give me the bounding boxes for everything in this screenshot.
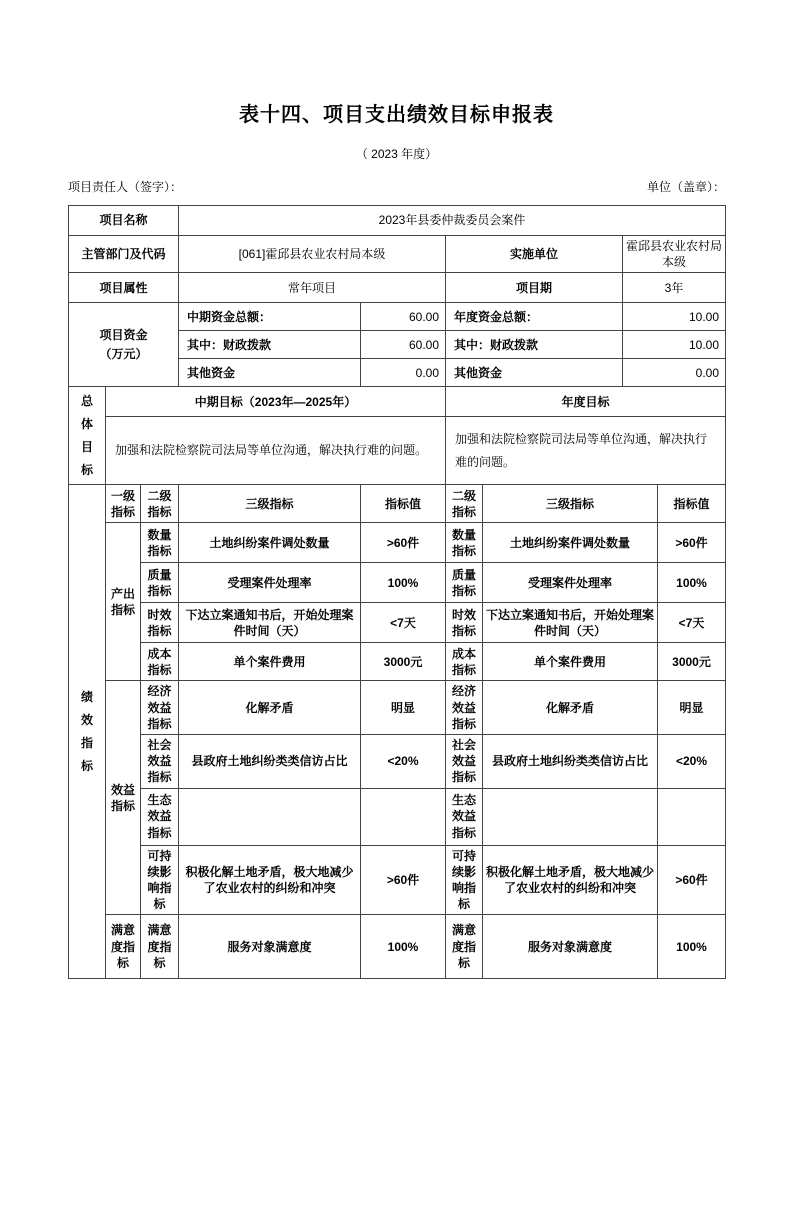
year-goal-header: 年度目标: [446, 387, 726, 417]
indicator-row: [69, 915, 726, 979]
seal-label: 单位（盖章）：: [646, 180, 725, 194]
l2-year-cell: 数量指标: [446, 523, 483, 563]
l3-year-cell: 积极化解土地矛盾，极大地减少了农业农村的纠纷和冲突: [483, 845, 658, 915]
document-page: [0, 98, 793, 979]
project-name-value: 2023年县委仲裁委员会案件: [179, 206, 726, 236]
l3-mid-cell: 下达立案通知书后，开始处理案件时间（天）: [179, 603, 361, 643]
l2-mid-cell: 满意度指标: [141, 915, 179, 979]
funds-total-row: [69, 303, 726, 331]
period-label: 项目期: [446, 273, 623, 303]
period-value: 3年: [623, 273, 726, 303]
indicator-row: [69, 734, 726, 788]
l2-year-cell: 满意度指标: [446, 915, 483, 979]
l2-year-cell: 时效指标: [446, 603, 483, 643]
header-level3-mid: 三级指标: [179, 485, 361, 523]
l3-year-cell: 单个案件费用: [483, 643, 658, 681]
l3-year-cell: 土地纠纷案件调处数量: [483, 523, 658, 563]
header-value-year: 指标值: [658, 485, 726, 523]
mid-goal-header: 中期目标（2023年—2025年）: [106, 387, 446, 417]
funds-label-line2: （万元）: [99, 346, 148, 361]
year-fiscal-label: 其中：财政拨款: [446, 331, 623, 359]
indicator-row: [69, 563, 726, 603]
department-label: 主管部门及代码: [69, 236, 179, 273]
l2-mid-cell: 成本指标: [141, 643, 179, 681]
year-other-label: 其他资金: [446, 359, 623, 387]
signer-label: 项目责任人（签字）：: [68, 180, 183, 194]
val-year-cell: <7天: [658, 603, 726, 643]
performance-target-table: [68, 205, 726, 979]
year-subtitle: （ 2023 年度）: [355, 147, 438, 161]
l3-mid-cell: 县政府土地纠纷类类信访占比: [179, 734, 361, 788]
mid-other-value: 0.00: [361, 359, 446, 387]
indicator-row: [69, 603, 726, 643]
val-year-cell: <20%: [658, 734, 726, 788]
val-year-cell: >60件: [658, 845, 726, 915]
indicator-header-row: [69, 485, 726, 523]
l2-year-cell: 社会效益指标: [446, 734, 483, 788]
l2-mid-cell: 质量指标: [141, 563, 179, 603]
header-level2-year: 二级指标: [446, 485, 483, 523]
val-year-cell: [658, 788, 726, 845]
val-mid-cell: 3000元: [361, 643, 446, 681]
l3-year-cell: 服务对象满意度: [483, 915, 658, 979]
goal-text-row: [69, 417, 726, 485]
l2-mid-cell: 数量指标: [141, 523, 179, 563]
funds-label: [69, 303, 179, 387]
year-goal-text: 加强和法院检察院司法局等单位沟通，解决执行难的问题。: [446, 417, 726, 485]
l2-year-cell: 生态效益指标: [446, 788, 483, 845]
attribute-row: [69, 273, 726, 303]
l3-year-cell: [483, 788, 658, 845]
project-name-label: 项目名称: [69, 206, 179, 236]
indicator-row: [69, 788, 726, 845]
performance-section-label: [69, 485, 106, 979]
val-mid-cell: 明显: [361, 681, 446, 735]
attribute-value: 常年项目: [179, 273, 446, 303]
val-mid-cell: >60件: [361, 523, 446, 563]
l3-mid-cell: 受理案件处理率: [179, 563, 361, 603]
mid-other-label: 其他资金: [179, 359, 361, 387]
l3-mid-cell: [179, 788, 361, 845]
header-level3-year: 三级指标: [483, 485, 658, 523]
l3-year-cell: 县政府土地纠纷类类信访占比: [483, 734, 658, 788]
implement-unit-value: 霍邱县农业农村局本级: [623, 236, 726, 273]
l3-mid-cell: 化解矛盾: [179, 681, 361, 735]
mid-fiscal-value: 60.00: [361, 331, 446, 359]
indicator-row: [69, 643, 726, 681]
val-mid-cell: >60件: [361, 845, 446, 915]
goal-header-row: [69, 387, 726, 417]
attribute-label: 项目属性: [69, 273, 179, 303]
indicator-row: [69, 523, 726, 563]
l2-mid-cell: 时效指标: [141, 603, 179, 643]
l2-year-cell: 可持续影响指标: [446, 845, 483, 915]
header-level1: 一级指标: [106, 485, 141, 523]
header-value-mid: 指标值: [361, 485, 446, 523]
mid-total-value: 60.00: [361, 303, 446, 331]
l2-mid-cell: 生态效益指标: [141, 788, 179, 845]
l2-year-cell: 经济效益指标: [446, 681, 483, 735]
mid-fiscal-label: 其中：财政拨款: [179, 331, 361, 359]
funds-label-line1: 项目资金: [99, 327, 148, 342]
l2-mid-cell: 社会效益指标: [141, 734, 179, 788]
level1-group-output: 产出指标: [106, 523, 141, 681]
overall-goal-vertical-text: 总体目标: [80, 394, 93, 477]
implement-unit-label: 实施单位: [446, 236, 623, 273]
val-mid-cell: [361, 788, 446, 845]
indicator-row: [69, 681, 726, 735]
l3-year-cell: 受理案件处理率: [483, 563, 658, 603]
project-name-row: [69, 206, 726, 236]
l3-mid-cell: 单个案件费用: [179, 643, 361, 681]
l3-mid-cell: 土地纠纷案件调处数量: [179, 523, 361, 563]
l2-year-cell: 质量指标: [446, 563, 483, 603]
year-total-label: 年度资金总额：: [446, 303, 623, 331]
l2-mid-cell: 可持续影响指标: [141, 845, 179, 915]
val-mid-cell: 100%: [361, 915, 446, 979]
val-year-cell: >60件: [658, 523, 726, 563]
l3-year-cell: 下达立案通知书后，开始处理案件时间（天）: [483, 603, 658, 643]
l3-mid-cell: 服务对象满意度: [179, 915, 361, 979]
l2-year-cell: 成本指标: [446, 643, 483, 681]
l3-mid-cell: 积极化解土地矛盾，极大地减少了农业农村的纠纷和冲突: [179, 845, 361, 915]
val-year-cell: 100%: [658, 563, 726, 603]
year-total-value: 10.00: [623, 303, 726, 331]
val-mid-cell: <20%: [361, 734, 446, 788]
department-row: [69, 236, 726, 273]
header-level2-mid: 二级指标: [141, 485, 179, 523]
l2-mid-cell: 经济效益指标: [141, 681, 179, 735]
performance-section-vertical-text: 绩效指标: [80, 690, 93, 773]
overall-goal-label: [69, 387, 106, 485]
mid-total-label: 中期资金总额：: [179, 303, 361, 331]
val-mid-cell: <7天: [361, 603, 446, 643]
signature-row: [68, 178, 725, 195]
year-fiscal-value: 10.00: [623, 331, 726, 359]
val-mid-cell: 100%: [361, 563, 446, 603]
val-year-cell: 100%: [658, 915, 726, 979]
val-year-cell: 3000元: [658, 643, 726, 681]
department-value: [061]霍邱县农业农村局本级: [179, 236, 446, 273]
indicator-row: [69, 845, 726, 915]
page-title: 表十四、项目支出绩效目标申报表: [239, 104, 554, 126]
year-other-value: 0.00: [623, 359, 726, 387]
mid-goal-text: 加强和法院检察院司法局等单位沟通，解决执行难的问题。: [106, 417, 446, 485]
level1-group-benefit: 效益指标: [106, 681, 141, 915]
level1-group-satisfaction: 满意度指标: [106, 915, 141, 979]
val-year-cell: 明显: [658, 681, 726, 735]
l3-year-cell: 化解矛盾: [483, 681, 658, 735]
